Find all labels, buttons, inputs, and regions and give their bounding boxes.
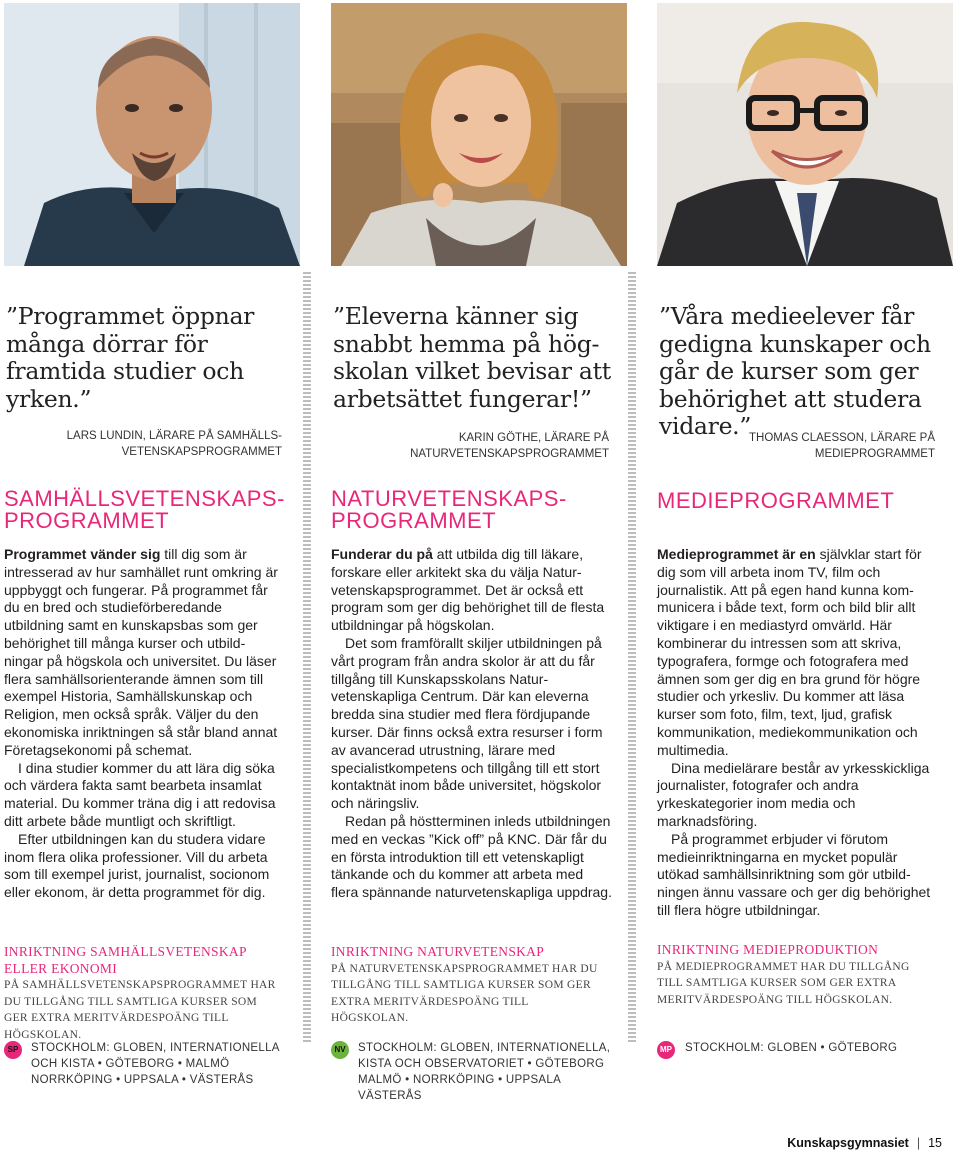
body-paragraph: Efter utbildningen kan du studera vidare inom flera olika professioner. Vill du arbeta som till exempel jurist, journalist, socionom eller ekonom, är detta programmet för dig.: [4, 830, 270, 901]
body-paragraph: [4, 546, 278, 760]
body-paragraph: På programmet erbjuder vi förutom medieinriktningarna en mycket populär utökad samhällsinriktning som gör utbildningen ännu vassare och ger dig behörighet till flera högre utbildningar.: [657, 830, 931, 918]
lead-text: självklar start för dig som vill arbeta inom TV, film och journalistik. Att på egen hand kunna kommunicera i både text, form och bild blir allt viktigare i en mediastyrd omvärld. Här kombinerar du intressen som att skriva, typografera, formge och fotografera med ämnen som ger dig en bra grund för högre studier och yrkesliv. Du kommer att läsa kurser som foto, film, text, ljud, grafisk kommunikation, mediekommunikation och multimedia.: [657, 546, 922, 758]
lead-text: till dig som är intresserad av hur samhället runt omkring är uppbyggt och fungerar. På programmet får du en bred och studieförberedande utbildning samt en kunskapsbas som ger behörighet till många kurser och utbildningar på högskola och universitet. Du läser flera samhällsorienterande ämnen som till exempel Historia, Samhällskunskap och Religion, men också språk. Väljer du den ekonomiska inriktningen så står bland annat Företagsekonomi på schemat.: [4, 546, 278, 758]
body-paragraph: [331, 546, 613, 635]
locations-text: STOCKHOLM: GLOBEN • GÖTEBORG: [685, 1042, 898, 1054]
body-paragraph: Redan på höstterminen inleds utbildningen med en veckas ”Kick off” på KNC. Där får du en första introduktion till ett vetenskapligt tänkande och du kommer att arbeta med flera spännande naturvetenskapliga uppdrag.: [331, 812, 612, 901]
column-divider: [303, 272, 311, 1042]
column-naturvetenskap: [331, 0, 629, 1158]
body-paragraph: Dina medielärare består av yrkesskickliga journalister, fotografer och andra yrkeskategorier inom media och marknadsföring.: [657, 759, 930, 829]
program-description: [657, 546, 939, 920]
school-locations: [331, 1040, 627, 1104]
inriktning-description: PÅ MEDIEPROGRAMMET HAR DU TILLGÅNG TILL SAMTLIGA KURSER SOM GER EXTRA MERITVÄRDESPOÄNG TILL HÖGSKOLAN.: [657, 960, 910, 1006]
inriktning-title: INRIKTNING SAMHÄLLSVETENSKAP ELLER EKONOMI: [4, 944, 247, 976]
lead-text: att utbilda dig till läkare, forskare eller arkitekt ska du välja Naturvetenskapsprogrammet. Det är också ett program som ger dig behörighet till de flesta utbildningar på högskolan.: [331, 546, 605, 634]
program-description: [4, 546, 278, 902]
lead-in: Medieprogrammet är en: [657, 546, 816, 562]
locations-text: STOCKHOLM: GLOBEN, INTERNATIONELLA OCH KISTA • GÖTEBORG • MALMÖ NORRKÖPING • UPPSALA • VÄSTERÅS: [31, 1042, 280, 1086]
footer-separator: |: [916, 1136, 921, 1150]
program-title: [331, 488, 627, 532]
inriktning-description: PÅ SAMHÄLLSVETENSKAPSPROGRAMMET HAR DU TILLGÅNG TILL SAMTLIGA KURSER SOM GER EXTRA MERITVÄRDESPOÄNG TILL HÖGSKOLAN.: [4, 979, 276, 1041]
page-footer: [787, 1136, 942, 1150]
footer-brand: Kunskapsgymnasiet: [787, 1136, 909, 1150]
portrait-woman-blonde-scarf: [331, 3, 627, 266]
program-badge-sp: SP: [4, 1041, 22, 1059]
inriktning-box: [657, 942, 932, 1008]
program-title: [4, 488, 300, 532]
inriktning-description: PÅ NATURVETENSKAPSPROGRAMMET HAR DU TILLGÅNG TILL SAMTLIGA KURSER SOM GER EXTRA MERITVÄRDESPOÄNG TILL HÖGSKOLAN.: [331, 962, 598, 1024]
inriktning-title: INRIKTNING NATURVETENSKAP: [331, 944, 545, 959]
program-description: [331, 546, 613, 902]
program-title-text: MEDIEPROGRAMMET: [657, 488, 895, 513]
program-badge-nv: NV: [331, 1041, 349, 1059]
column-divider: [628, 272, 636, 1042]
inriktning-box: [331, 944, 603, 1027]
school-locations: [4, 1040, 300, 1088]
quote-attribution: LARS LUNDIN, LÄRARE PÅ SAMHÄLLS- VETENSKAPSPROGRAMMET: [66, 430, 282, 458]
page-number: 15: [928, 1136, 942, 1150]
lead-in: Programmet vänder sig: [4, 546, 161, 562]
locations-text: STOCKHOLM: GLOBEN, INTERNATIONELLA, KISTA OCH OBSERVATORIET • GÖTEBORG MALMÖ • NORRKÖPING • UPPSALA VÄSTERÅS: [358, 1042, 611, 1102]
quote-attribution: KARIN GÖTHE, LÄRARE PÅ NATURVETENSKAPSPROGRAMMET: [410, 432, 609, 460]
lead-in: Funderar du på: [331, 546, 433, 562]
inriktning-title: INRIKTNING MEDIEPRODUKTION: [657, 942, 879, 957]
portrait-man-shaved-head: [4, 3, 300, 266]
inriktning-box: [4, 944, 284, 1043]
body-paragraph: I dina studier kommer du att lära dig söka och värdera fakta samt bearbeta insamlat material. Du kommer träna dig i att redovisa ditt arbete både muntligt och skriftligt.: [4, 759, 276, 829]
school-locations: [657, 1040, 953, 1059]
column-medieprogrammet: [657, 0, 955, 1158]
quote-attribution: THOMAS CLAESSON, LÄRARE PÅ MEDIEPROGRAMMET: [749, 432, 935, 460]
program-badge-mp: MP: [657, 1041, 675, 1059]
program-title-text: SAMHÄLLSVETENSKAPS- PROGRAMMET: [4, 486, 285, 533]
column-samhallsvetenskap: [4, 0, 302, 1158]
pull-quote: ”Eleverna känner sig snabbt hemma på högskolan vilket bevisar att arbetsättet fungerar!”: [333, 302, 611, 413]
program-title: [657, 490, 953, 512]
pull-quote: ”Programmet öppnar många dörrar för framtida studier och yrken.”: [6, 302, 255, 413]
portrait-man-glasses: [657, 3, 953, 266]
pull-quote: ”Våra medieelever får gedigna kunskaper och går de kurser som ger behörighet att studera vidare.”: [659, 302, 931, 440]
program-title-text: NATURVETENSKAPS- PROGRAMMET: [331, 486, 567, 533]
body-paragraph: [657, 546, 939, 760]
body-paragraph: Det som framförallt skiljer utbildningen på vårt program från andra skolor är att du får tillgång till Kunskapsskolans Naturvetenskapliga Centrum. Där kan eleverna bredda sina studier med flera fördjupande kurser. Där finns också extra resurser i form av avancerad utrustning, lärare med specialistkompetens och tillgång till ett stort kontaktnät inom både universitet, högskolor och näringsliv.: [331, 634, 603, 812]
